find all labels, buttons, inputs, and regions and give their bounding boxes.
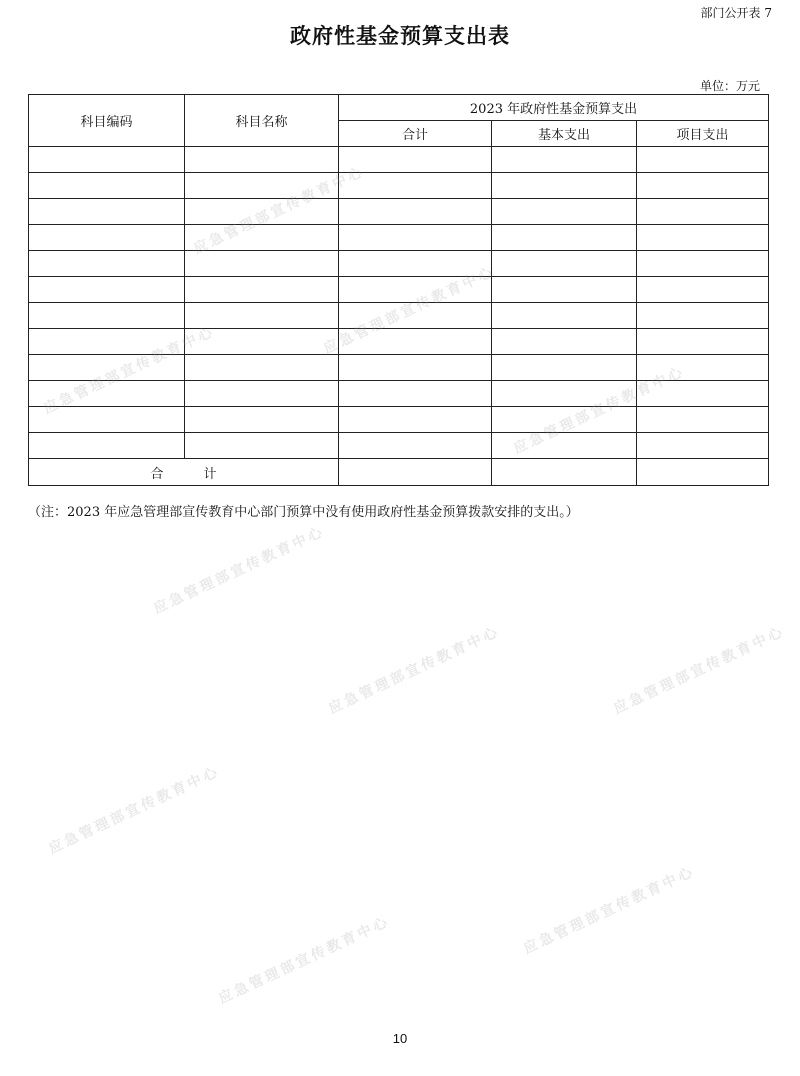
watermark: 应急管理部宣传教育中心	[326, 623, 503, 718]
table-row	[29, 303, 769, 329]
col-header-code: 科目编码	[29, 95, 185, 147]
watermark: 应急管理部宣传教育中心	[611, 623, 788, 718]
watermark: 应急管理部宣传教育中心	[41, 323, 218, 418]
col-header-project: 项目支出	[637, 121, 769, 147]
watermark: 应急管理部宣传教育中心	[216, 913, 393, 1008]
col-header-basic: 基本支出	[492, 121, 637, 147]
table-body	[29, 147, 769, 486]
footnote: （注：2023 年应急管理部宣传教育中心部门预算中没有使用政府性基金预算拨款安排的支出。）	[28, 505, 579, 520]
col-header-name: 科目名称	[185, 95, 339, 147]
watermark: 应急管理部宣传教育中心	[521, 863, 698, 958]
unit-label: 单位：万元	[699, 79, 760, 93]
table-row	[29, 251, 769, 277]
table-row	[29, 147, 769, 173]
page-number: 10	[392, 1031, 408, 1046]
page-title: 政府性基金预算支出表	[290, 24, 510, 48]
col-header-total: 合计	[339, 121, 492, 147]
table-row	[29, 433, 769, 459]
watermark: 应急管理部宣传教育中心	[321, 263, 498, 358]
col-header-group: 2023 年政府性基金预算支出	[339, 95, 769, 121]
watermark: 应急管理部宣传教育中心	[151, 523, 328, 618]
total-cell-project	[637, 459, 769, 486]
watermark: 应急管理部宣传教育中心	[511, 363, 688, 458]
total-cell-total	[339, 459, 492, 486]
table-row	[29, 199, 769, 225]
table-total-row	[29, 459, 769, 486]
table-row	[29, 225, 769, 251]
table-row	[29, 329, 769, 355]
total-cell-basic	[492, 459, 637, 486]
watermark: 应急管理部宣传教育中心	[191, 163, 368, 258]
table-row	[29, 355, 769, 381]
budget-table	[28, 94, 769, 486]
table-row	[29, 277, 769, 303]
table-row	[29, 173, 769, 199]
table-row	[29, 381, 769, 407]
table-number: 部门公开表 7	[700, 6, 772, 20]
table-row	[29, 407, 769, 433]
total-label: 合 计	[29, 459, 339, 486]
watermark: 应急管理部宣传教育中心	[46, 763, 223, 858]
